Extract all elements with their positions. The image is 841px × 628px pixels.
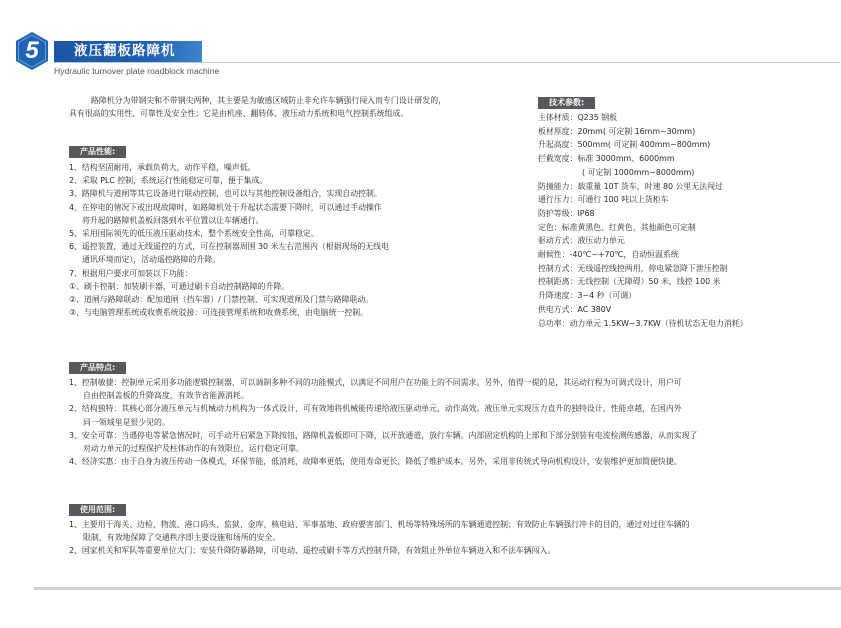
spec-item: 控制方式：无线遥控线控两用，停电紧急降下泄压控制 xyxy=(538,263,728,273)
spec-item: 驱动方式：液压动力单元 xyxy=(538,236,625,246)
usage-heading: 使用范围: xyxy=(69,504,126,516)
spec-item: 通行压力：可通行 100 吨以上货柜车 xyxy=(538,195,669,205)
spec-item: 总功率：动力单元 1.5KW~3.7KW（待机状态无电力消耗） xyxy=(538,318,748,328)
list-item: 3、安全可靠：当遇停电等紧急情况时，可手动开启紧急下降按钮，路障机盖板即可下降，以开放通道，放行车辆。内部固定机构的上部和下部分别装有电流检测传感器，从而实现了 xyxy=(69,430,698,440)
intro-line: 路障机分为带钢尖和不带钢尖两种，其主要是为敏感区域防止非允许车辆强行闯入而专门设计研发的， xyxy=(91,96,447,105)
spec-item: 控制距离：无线控制（无障碍）50 米，线控 100 米 xyxy=(538,277,721,287)
spec-item: 升降速度：3~4 秒（可调） xyxy=(538,291,637,301)
spec-item: 防撞能力：载重量 10T 货车，时速 80 公里无法闯过 xyxy=(538,181,723,191)
list-item-continuation: 限制，有效地保障了交通秩序即主要设施和场所的安全。 xyxy=(83,533,281,543)
list-item: 4、在停电的情况下或出现故障时，如路障机处于升起状态需要下降时，可以通过手动操作 xyxy=(69,202,382,212)
title-divider xyxy=(54,62,840,63)
list-item-continuation: 自由控制盖板的升降高度，有效节省能源消耗。 xyxy=(83,391,249,401)
specs-list xyxy=(538,111,748,330)
list-item: 2、国家机关和军队等重要单位大门；安装升降防暴路障，可电动、遥控或刷卡等方式控制升降，有效阻止外单位车辆进入和不法车辆闯入。 xyxy=(69,546,556,556)
list-item: 4、经济实惠：由于自身为液压传动一体模式，环保节能，低消耗，故障率更低，使用寿命更长，降低了维护成本。另外，采用非传统式导向机构设计，安装维护更加简便快捷。 xyxy=(69,457,682,467)
list-item: ③、与电脑管理系统或收费系统驳接：可连接管理系统和收费系统，由电脑统一控制。 xyxy=(69,308,369,318)
list-item-continuation: 对动力单元的过程保护及柱体动作的有效限位，运行稳定可靠。 xyxy=(83,444,304,454)
list-item: 1、主要用于海关、边检、物流、港口码头、监狱、金库、核电站、军事基地、政府要害部门、机场等特殊场所的车辆通道控制；有效防止车辆强行冲卡的目的，通过对过往车辆的 xyxy=(69,520,690,529)
spec-item: 防护等级：IP68 xyxy=(538,208,595,218)
list-item: 1、控制敏捷：控制单元采用多功能逻辑控制器，可以调制多种不同的功能模式，以满足不同用户在功能上的不同需求。另外，值得一提的是，其运动行程为可调式设计，用户可 xyxy=(69,378,682,387)
list-item: ②、道闸与路障联动：配加道闸（挡车器）/ 门禁控制、可实现道闸及门禁与路障联动。 xyxy=(69,295,374,305)
spec-item: 主体材质：Q235 钢板 xyxy=(538,113,618,122)
page-title: 液压翻板路障机 xyxy=(74,43,176,59)
page-subtitle: Hydraulic turnover plate roadblock machine xyxy=(54,66,220,76)
spec-item: 板材厚度：20mm( 可定制 16mm~30mm) xyxy=(538,126,696,136)
performance-list xyxy=(69,161,389,319)
bottom-divider xyxy=(34,587,841,590)
list-item: 2、结构独特：其核心部分液压单元与机械动力机构为一体式设计，可有效地将机械能传递给液压驱动单元，动作高效。液压单元实现压力直升的独特设计，性能卓越，在国内外 xyxy=(69,404,682,414)
spec-item: 升起高度：500mm( 可定制 400mm~800mm) xyxy=(538,140,711,150)
list-item: 5、采用国际领先的低压液压驱动技术，整个系统安全性高，可靠稳定。 xyxy=(69,229,319,239)
spec-item: 拦截宽度：标准 3000mm、6000mm xyxy=(538,154,675,164)
usage-list xyxy=(69,518,690,558)
specs-heading: 技术参数: xyxy=(538,97,595,109)
list-item: 2、采取 PLC 控制，系统运行性能稳定可靠，便于集成。 xyxy=(69,176,268,186)
features-heading: 产品特点: xyxy=(69,362,126,374)
list-item: 6、遥控装置，通过无线遥控的方式，可在控制器周围 30 米左右范围内（根据现场的无线电 xyxy=(69,242,389,252)
intro-line: 具有很高的实用性、可靠性及安全性；它是由机座、翻转体、液压动力系统和电气控制系统组成。 xyxy=(69,109,409,119)
list-item: 7、根据用户要求可加装以下功能： xyxy=(69,268,193,278)
list-item: ①、刷卡控制：加装刷卡器，可通过刷卡自动控制路障的升降。 xyxy=(69,281,290,291)
spec-item: 耐候性：-40℃~+70℃，自动恒温系统 xyxy=(538,250,679,260)
list-item: 1、结构坚固耐用，承载负荷大，动作平稳，噪声低。 xyxy=(69,163,256,172)
section-number: 5 xyxy=(25,37,39,64)
spec-item-continuation: ( 可定制 1000mm~8000mm) xyxy=(582,167,695,177)
features-list xyxy=(69,376,697,468)
spec-item: 定色：标准黄黑色、红黄色，其他颜色可定制 xyxy=(538,222,696,232)
intro-paragraph xyxy=(69,94,446,120)
spec-item: 供电方式：AC 380V xyxy=(538,304,612,314)
list-item: 3、路障机与道闸等其它设备进行联动控制，也可以与其他控制设备组合，实现自动控制。 xyxy=(69,189,382,199)
list-item-continuation: 通讯环境而定），活动遥控路障的升降。 xyxy=(82,255,221,265)
performance-heading: 产品性能: xyxy=(69,146,126,158)
list-item-continuation: 将升起的路障机盖板回落到水平位置以让车辆通行。 xyxy=(82,215,264,225)
list-item-continuation: 同一领域里是很少见的。 xyxy=(83,417,170,427)
